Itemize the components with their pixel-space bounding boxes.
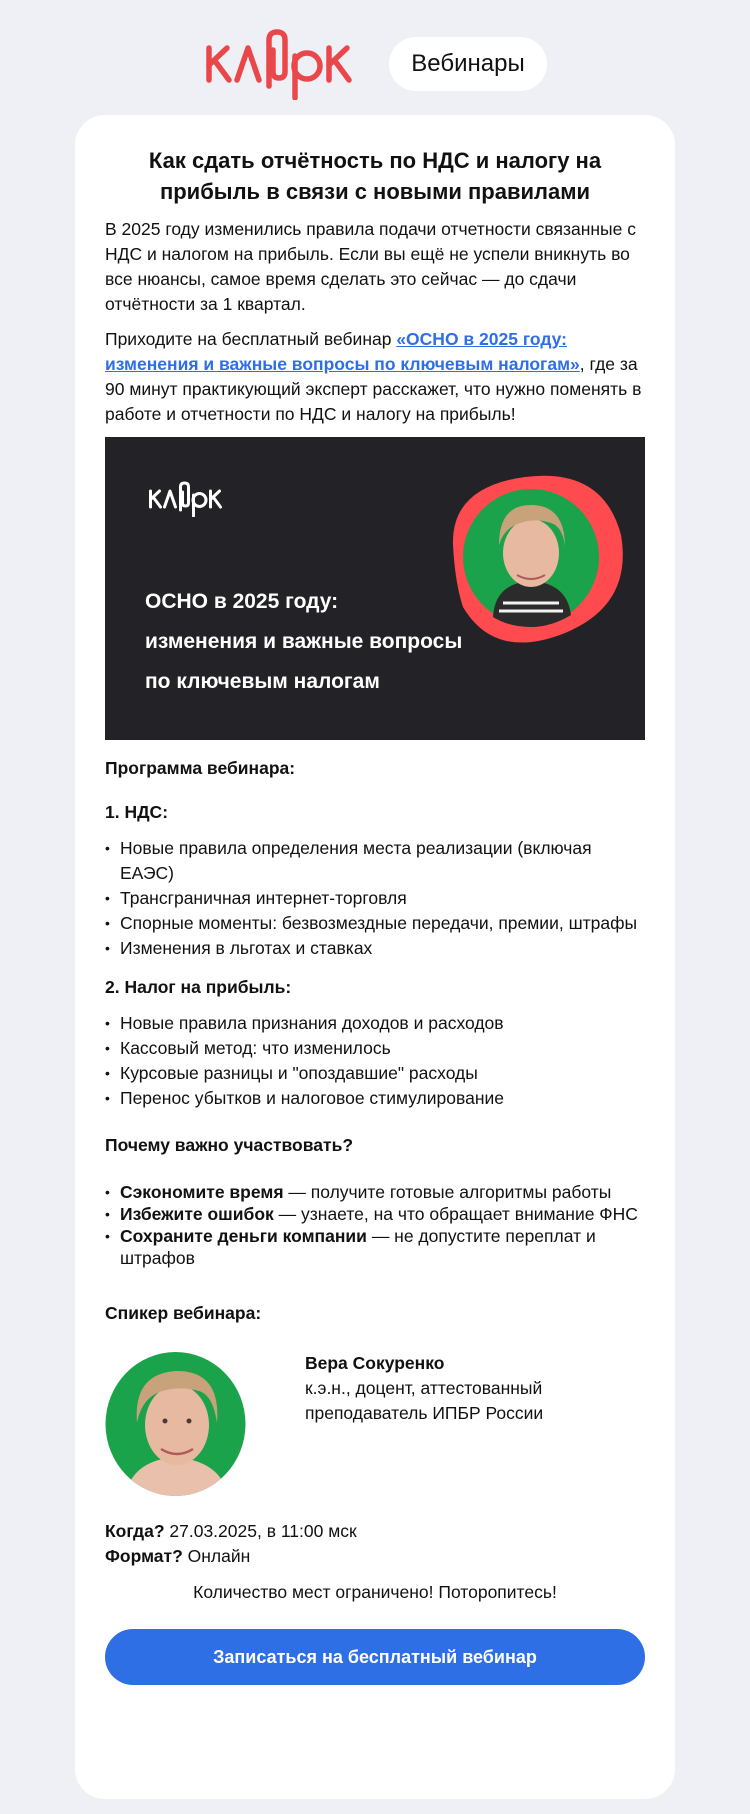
program-heading: Программа вебинара: [105,758,296,778]
banner-text [145,582,462,702]
email-card [75,115,675,1799]
why-item-bold: Избежите ошибок [120,1204,274,1224]
speaker-heading: Спикер вебинара: [105,1303,262,1323]
speaker-avatar [105,1351,246,1497]
webinars-pill-label: Вебинары [411,50,525,77]
speaker-info [305,1351,543,1426]
format-value: Онлайн [182,1546,251,1566]
why-item-bold: Сохраните деньги компании [120,1226,367,1246]
when-value: 27.03.2025, в 11:00 мск [164,1521,357,1541]
list-item [105,1203,645,1225]
why-list [105,1181,645,1269]
banner-logo [145,481,231,517]
why-heading: Почему важно участвовать? [105,1135,354,1155]
profit-list [105,1011,645,1111]
invite-text-after: , где за 90 минут практикующий эксперт расскажет, что нужно поменять в работе и отчетности по НДС и налогу на прибыль! [105,354,642,424]
title-line-2: прибыль в связи с новыми правилами [159,179,591,204]
invite-text-before: Приходите на бесплатный вебинар [105,329,397,349]
format-label: Формат? [105,1546,183,1566]
email-header [0,24,750,104]
register-button-label: Записаться на бесплатный вебинар [213,1646,537,1667]
why-item-bold: Сэкономите время [120,1182,284,1202]
list-item: • Спорные моменты: безвозмездные передачи, премии, штрафы [105,911,645,936]
list-item: • Новые правила определения места реализации (включая ЕАЭС) [105,836,645,886]
register-button[interactable] [105,1629,645,1685]
list-item [105,1181,645,1203]
email-content [105,145,645,1685]
webinar-link[interactable]: «ОСНО в 2025 году: изменения и важные вопросы по ключевым налогам» [105,329,580,374]
vat-list [105,836,645,961]
speaker-block [105,1351,645,1499]
title-line-1: Как сдать отчётность по НДС и налогу на [148,148,602,173]
klerk-logo[interactable] [203,28,365,100]
invite-paragraph [105,327,645,427]
why-item-text: — не допустите переплат и штрафов [120,1226,596,1268]
profit-heading: 2. Налог на прибыль: [105,977,292,997]
list-item [105,1225,645,1269]
speaker-name: Вера Сокуренко [305,1353,445,1373]
why-item-text: — получите готовые алгоритмы работы [283,1182,612,1202]
list-item: • Перенос убытков и налоговое стимулирование [105,1086,645,1111]
list-item: • Новые правила признания доходов и расходов [105,1011,645,1036]
why-item-text: — узнаете, на что обращает внимание ФНС [273,1204,638,1224]
list-item: • Курсовые разницы и "опоздавшие" расходы [105,1061,645,1086]
format-line [105,1544,645,1569]
banner-line-1: ОСНО в 2025 году: [145,590,339,613]
speaker-photo-blob [433,465,633,647]
page-title [105,145,645,207]
when-label: Когда? [105,1521,165,1541]
list-item: • Кассовый метод: что изменилось [105,1036,645,1061]
vat-heading: 1. НДС: [105,802,169,822]
limited-notice: Количество мест ограничено! Поторопитесь! [193,1582,557,1602]
intro-paragraph: В 2025 году изменились правила подачи отчетности связанные с НДС и налогом на прибыль. Если вы ещё не успели вникнуть во все нюансы, самое время сделать это сейчас — до сдачи отчётности за 1 квартал. [105,219,636,314]
webinar-banner[interactable] [105,437,645,740]
list-item: • Трансграничная интернет-торговля [105,886,645,911]
list-item: • Изменения в льготах и ставках [105,936,645,961]
speaker-desc-line-1: к.э.н., доцент, аттестованный [305,1378,543,1398]
when-line [105,1519,645,1544]
banner-line-2: изменения и важные вопросы [145,630,463,653]
banner-line-3: по ключевым налогам [145,670,380,693]
webinars-pill[interactable] [389,37,546,91]
speaker-desc-line-2: преподаватель ИПБР России [305,1403,544,1423]
